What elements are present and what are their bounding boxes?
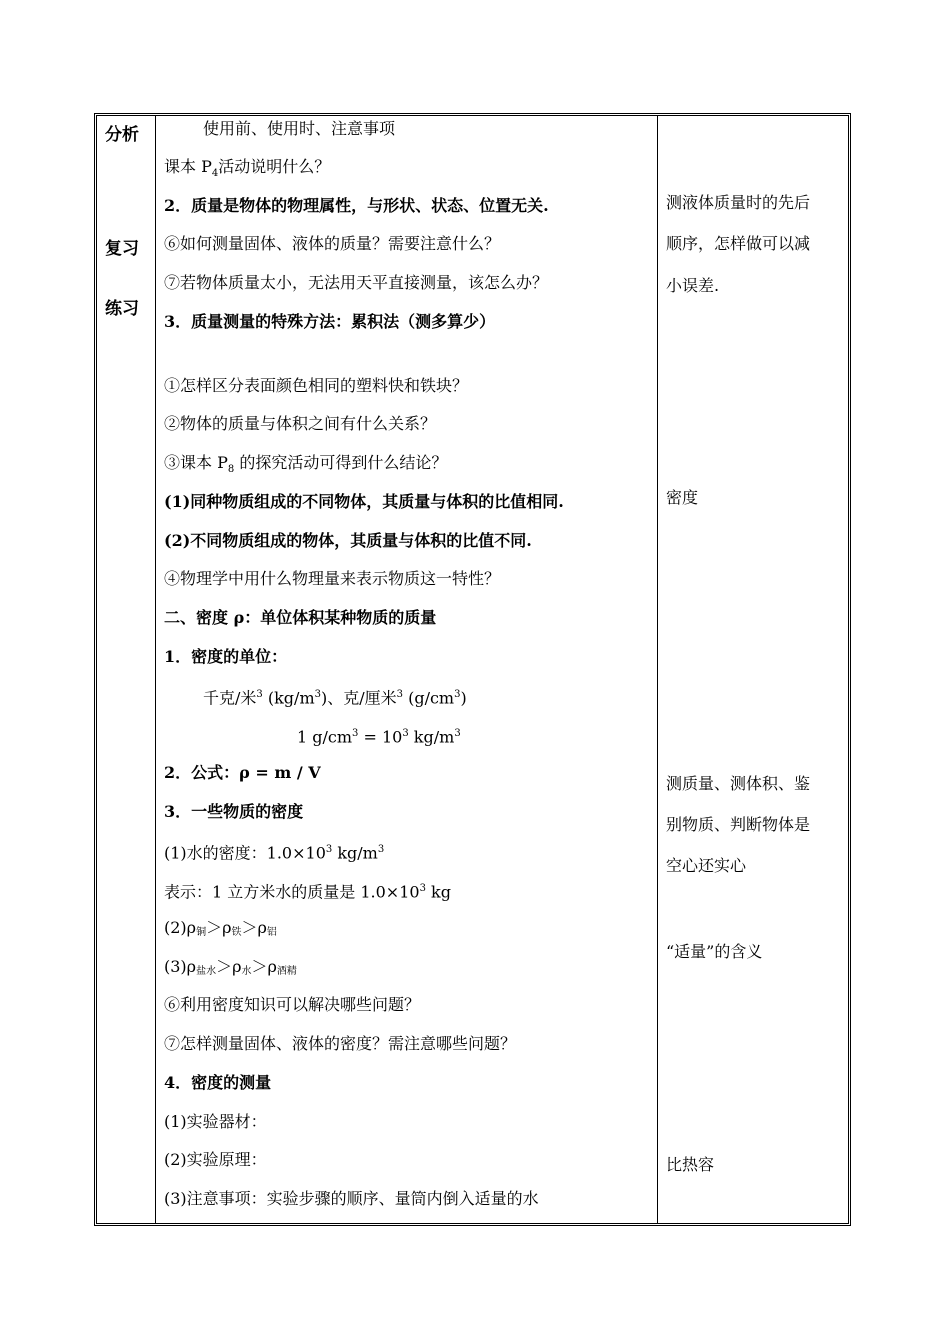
text-line: ⑥如何测量固体、液体的质量？需要注意什么？: [164, 234, 501, 253]
lesson-table: [94, 113, 851, 1226]
text-line: 千克/米$^3$ $(kg/m^3)$、克/厘米$^3$ $(g/cm^3)$: [203, 688, 467, 708]
label-practice: 练习: [105, 299, 139, 319]
text-line: (3)ρ盐水＞ρ水＞ρ酒精: [164, 957, 297, 977]
note-line: 别物质、判断物体是: [666, 815, 811, 834]
note-line: 顺序，怎样做可以减: [666, 234, 811, 253]
text-line: ⑥利用密度知识可以解决哪些问题？: [164, 995, 421, 1014]
formula-line: 2．公式：ρ = m / V: [164, 763, 321, 782]
label-analysis: 分析: [105, 125, 139, 145]
notes-column: [659, 116, 849, 1223]
text-line: 3．一些物质的密度: [164, 802, 304, 821]
text-line: (1)实验器材：: [164, 1112, 267, 1131]
text-line: ⑦若物体质量太小，无法用天平直接测量，该怎么办？: [164, 273, 549, 292]
note-line: 测质量、测体积、鉴: [666, 774, 811, 793]
text-line: (1)同种物质组成的不同物体，其质量与体积的比值相同.: [164, 492, 564, 511]
text-line: 1．密度的单位：: [164, 647, 288, 666]
label-review: 复习: [105, 239, 139, 259]
note-line: 比热容: [666, 1155, 715, 1174]
text-line: (1)水的密度：$1.0\times 10^3$ $kg/m^3$: [164, 843, 385, 863]
text-line: 4．密度的测量: [164, 1073, 272, 1092]
text-line: 1 $g/cm^3 = 10^3$ $kg/m^3$: [297, 727, 461, 747]
note-line: 测液体质量时的先后: [666, 193, 811, 212]
note-line: “适量”的含义: [666, 942, 763, 961]
note-line: 空心还实心: [666, 856, 747, 875]
column-divider: [657, 116, 658, 1223]
text-line: ⑦怎样测量固体、液体的密度？需注意哪些问题？: [164, 1034, 517, 1053]
label-column: [97, 116, 155, 1223]
text-line: 2．质量是物体的物理属性，与形状、状态、位置无关.: [164, 196, 549, 215]
text-line: 3．质量测量的特殊方法：累积法（测多算少）: [164, 312, 496, 331]
text-line: (2)实验原理：: [164, 1150, 267, 1169]
text-line: ③课本 $P_8$ 的探究活动可得到什么结论？: [164, 453, 448, 476]
text-line: 表示：1 立方米水的质量是 $1.0\times 10^3$ kg: [164, 882, 451, 902]
note-line: 密度: [666, 488, 699, 507]
text-line: (2)不同物质组成的物体，其质量与体积的比值不同.: [164, 531, 532, 550]
text-line: (2)ρ铜＞ρ铁＞ρ铝: [164, 918, 277, 938]
text-line: ②物体的质量与体积之间有什么关系？: [164, 414, 437, 433]
note-line: 小误差.: [666, 276, 720, 295]
text-line: (3)注意事项：实验步骤的顺序、量筒内倒入适量的水: [164, 1189, 539, 1208]
text-line: ④物理学中用什么物理量来表示物质这一特性？: [164, 569, 501, 588]
text-line: 课本 $P_4$活动说明什么？: [164, 157, 331, 180]
section-heading: 二、密度 ρ：单位体积某种物质的质量: [164, 608, 437, 627]
content-column: [157, 116, 657, 1223]
text-line: 使用前、使用时、注意事项: [203, 119, 396, 138]
text-line: ①怎样区分表面颜色相同的塑料快和铁块？: [164, 376, 469, 395]
column-divider: [155, 116, 156, 1223]
